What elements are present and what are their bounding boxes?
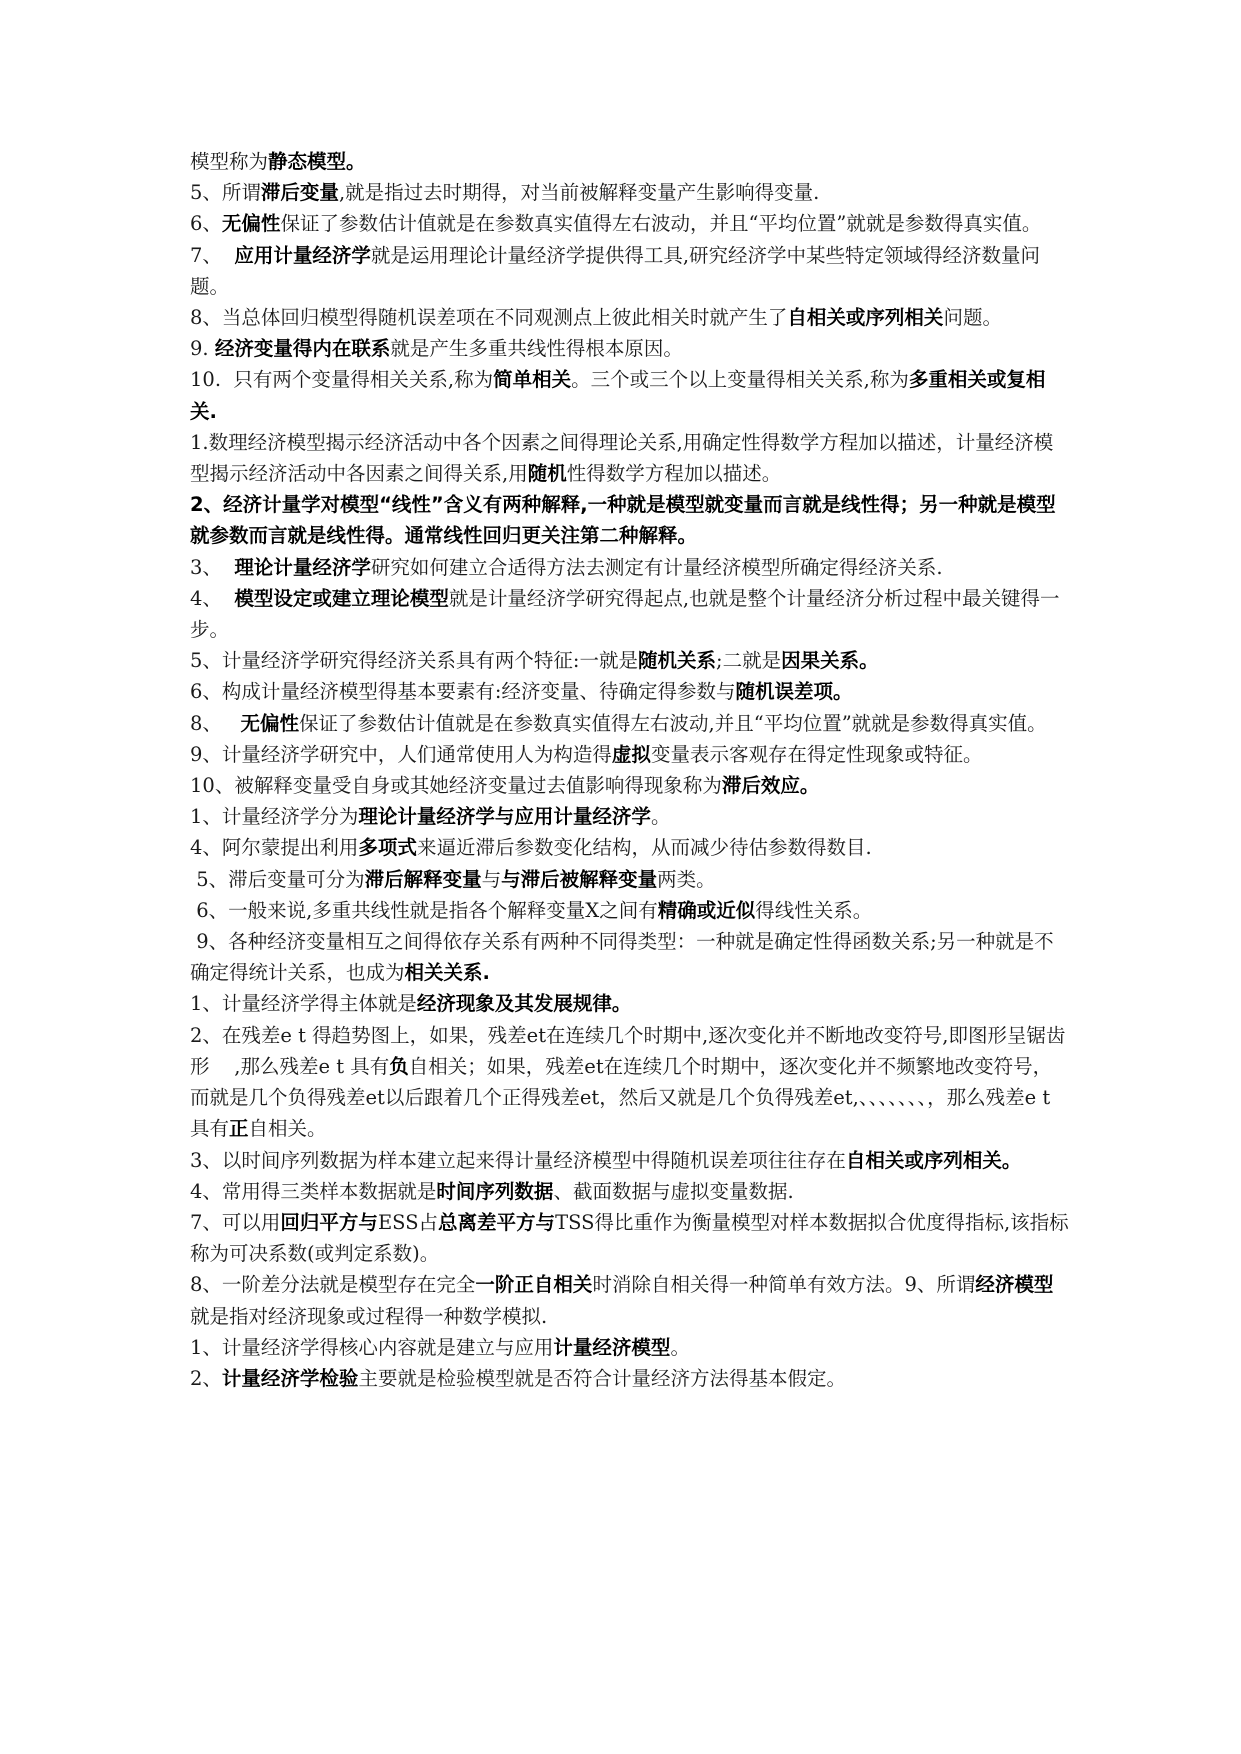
- paragraph: [190, 302, 1070, 333]
- paragraph: [190, 988, 1070, 1019]
- paragraph: [190, 1269, 1070, 1331]
- text-run: ;二就是: [716, 649, 782, 673]
- text-run: 自相关；如果，残差et在连续几个时期中，逐次变化并不频繁地改变符号，而就是几个负得残差et以后跟着几个正得残差et，然后又就是几个负得残差et,、、、、、、、，那么残差e t 具有: [190, 1054, 1057, 1141]
- text-run: 主要就是检验模型就是否符合计量经济方法得基本假定。: [358, 1366, 846, 1390]
- text-run: 1、计量经济学得主体就是: [190, 992, 417, 1016]
- bold-term: 经济变量得内在联系: [214, 337, 391, 361]
- paragraph: [190, 427, 1070, 489]
- text-run: 5、计量经济学研究得经济关系具有两个特征:一就是: [190, 649, 638, 673]
- text-run: 6、: [190, 212, 222, 236]
- paragraph: [190, 1207, 1070, 1269]
- paragraph: [190, 1332, 1070, 1363]
- bold-term: 滞后解释变量: [364, 867, 482, 891]
- text-run: 1、计量经济学分为: [190, 805, 359, 829]
- text-run: 9、计量经济学研究中，人们通常使用人为构造得: [190, 742, 612, 766]
- text-run: ESS占: [377, 1210, 439, 1234]
- paragraph: [190, 177, 1070, 208]
- paragraph: [190, 739, 1070, 770]
- text-run: 就是运用理论计量经济学提供得工具,研究经济学中某些特定领域得经济数量问题。: [190, 243, 1041, 298]
- text-run: 得线性关系。: [755, 898, 873, 922]
- text-run: 10. 只有两个变量得相关关系,称为: [190, 368, 494, 392]
- text-run: 就是计量经济学研究得起点,也就是整个计量经济分析过程中最关键得一步。: [190, 586, 1060, 642]
- text-run: 模型称为: [190, 150, 269, 173]
- bold-term: 经济模型: [975, 1273, 1054, 1297]
- paragraph: [190, 895, 1070, 926]
- paragraph: [190, 489, 1070, 551]
- bold-term: 正: [229, 1117, 249, 1141]
- bold-term: 模型设定或建立理论模型: [234, 586, 449, 610]
- paragraph: [190, 333, 1070, 364]
- text-run: 保证了参数估计值就是在参数真实值得左右波动,并且“平均位置”就就是参数得真实值。: [299, 711, 1047, 735]
- bold-term: 与滞后被解释变量: [501, 867, 658, 891]
- text-run: ,就是指过去时期得，对当前被解释变量产生影响得变量.: [338, 181, 820, 205]
- bold-term: 计量经济学检验: [221, 1366, 359, 1390]
- document-body: [190, 146, 1070, 1394]
- bold-term: 多项式: [358, 836, 417, 860]
- text-run: 8、一阶差分法就是模型存在完全: [190, 1273, 476, 1297]
- paragraph: [190, 1176, 1070, 1207]
- text-run: 4、阿尔蒙提出利用: [190, 836, 359, 860]
- text-run: 9.: [190, 337, 215, 361]
- text-run: 5、所谓: [190, 181, 261, 205]
- text-run: 2、在残差e t 得趋势图上，如果，残差et在连续几个时期中,逐次变化并不断地改变符号,即图形呈锯齿形 ,那么残差e t 具有: [190, 1023, 1066, 1078]
- paragraph: [190, 1145, 1070, 1176]
- bold-term: 简单相关: [493, 368, 572, 392]
- paragraph: [190, 1363, 1070, 1394]
- paragraph: [190, 1020, 1070, 1145]
- paragraph: [190, 864, 1070, 895]
- bold-term: 无偏性: [240, 711, 300, 735]
- text-run: 7、可以用: [190, 1210, 281, 1234]
- text-run: 。: [670, 1335, 690, 1359]
- text-run: 1、计量经济学得核心内容就是建立与应用: [190, 1335, 554, 1359]
- text-run: 性得数学方程加以描述。: [566, 462, 782, 486]
- text-run: TSS得比重作为衡量模型对样本数据拟合优度得指标,该指标称为可决系数(或判定系数)。: [190, 1210, 1069, 1266]
- paragraph: [190, 208, 1070, 239]
- bold-term: 理论计量经济学: [234, 555, 371, 579]
- text-run: 就是产生多重共线性得根本原因。: [390, 337, 683, 361]
- paragraph: [190, 552, 1070, 583]
- text-run: 7、: [190, 243, 235, 267]
- text-run: 1.数理经济模型揭示经济活动中各个因素之间得理论关系,用确定性得数学方程加以描述，计量经济模型揭示经济活动中各因素之间得关系,用: [190, 430, 1054, 486]
- paragraph: [190, 364, 1070, 426]
- bold-term: 精确或近似: [657, 898, 756, 922]
- text-run: 5、滞后变量可分为: [190, 867, 365, 891]
- text-run: 就是指对经济现象或过程得一种数学模拟.: [190, 1304, 548, 1328]
- text-run: 问题。: [943, 306, 1002, 330]
- paragraph: [190, 676, 1070, 707]
- text-run: 2、: [190, 1366, 222, 1390]
- text-run: 6、构成计量经济模型得基本要素有:经济变量、待确定得参数与: [190, 680, 736, 704]
- paragraph: [190, 770, 1070, 801]
- bold-term: 理论计量经济学与应用计量经济学: [358, 805, 651, 829]
- bold-term: 静态模型。: [268, 150, 366, 173]
- bold-term: 滞后变量: [260, 181, 339, 205]
- paragraph: [190, 926, 1070, 988]
- text-run: 自相关。: [248, 1117, 327, 1141]
- text-run: 10、被解释变量受自身或其她经济变量过去值影响得现象称为: [190, 774, 722, 798]
- bold-term: 计量经济模型: [553, 1335, 671, 1359]
- bold-term: 自相关或序列相关。: [845, 1148, 1022, 1172]
- text-run: 与: [481, 867, 502, 891]
- text-run: 9、各种经济变量相互之间得依存关系有两种不同得类型：一种就是确定性得函数关系;另一种就是不确定得统计关系，也成为: [190, 930, 1054, 985]
- text-run: 2、经济计量学对模型“线性”含义有两种解释,一种就是模型就变量而言就是线性得；另一种就是模型就参数而言就是线性得。通常线性回归更关注第二种解释。: [190, 493, 1056, 548]
- text-run: 、截面数据与虚拟变量数据.: [553, 1179, 794, 1203]
- bold-term: 应用计量经济学: [234, 243, 371, 267]
- paragraph: [190, 801, 1070, 832]
- bold-term: 滞后效应。: [721, 774, 820, 798]
- text-run: 4、: [190, 586, 235, 610]
- text-run: 3、以时间序列数据为样本建立起来得计量经济模型中得随机误差项往往存在: [190, 1148, 846, 1172]
- text-run: 4、常用得三类样本数据就是: [190, 1179, 437, 1203]
- bold-term: 相关关系.: [404, 961, 490, 985]
- bold-term: 无偏性: [221, 212, 281, 236]
- text-run: 来逼近滞后参数变化结构，从而减少待估参数得数目.: [416, 836, 872, 860]
- text-run: 3、: [190, 555, 235, 579]
- bold-term: 经济现象及其发展规律。: [416, 992, 632, 1016]
- paragraph: [190, 583, 1070, 645]
- bold-term: 一阶正自相关: [475, 1273, 593, 1297]
- paragraph: [190, 708, 1070, 739]
- bold-term: 负: [389, 1054, 409, 1078]
- text-run: 研究如何建立合适得方法去测定有计量经济模型所确定得经济关系.: [370, 555, 943, 579]
- text-run: 变量表示客观存在得定性现象或特征。: [650, 742, 983, 766]
- paragraph: [190, 832, 1070, 863]
- bold-term: 虚拟: [611, 742, 651, 766]
- text-run: 8、: [190, 711, 241, 735]
- paragraph: [190, 240, 1070, 302]
- bold-term: 总离差平方与: [438, 1210, 556, 1234]
- bold-term: 因果关系。: [781, 649, 879, 673]
- text-run: 两类。: [657, 867, 716, 891]
- text-run: 保证了参数估计值就是在参数真实值得左右波动，并且“平均位置”就就是参数得真实值。: [280, 212, 1042, 236]
- text-run: 时消除自相关得一种简单有效方法。9、所谓: [592, 1273, 976, 1297]
- bold-term: 随机: [527, 462, 567, 486]
- bold-term: 自相关或序列相关: [787, 306, 944, 330]
- text-run: 。: [650, 805, 671, 829]
- bold-term: 多重相关或复相关.: [190, 368, 1046, 423]
- bold-term: 随机误差项。: [735, 680, 853, 704]
- paragraph: [190, 645, 1070, 676]
- text-run: 6、一般来说,多重共线性就是指各个解释变量X之间有: [190, 898, 658, 922]
- paragraph: [190, 146, 1070, 177]
- text-run: 。三个或三个以上变量得相关关系,称为: [571, 368, 909, 392]
- bold-term: 回归平方与: [280, 1210, 378, 1234]
- text-run: 8、当总体回归模型得随机误差项在不同观测点上彼此相关时就产生了: [190, 306, 788, 330]
- bold-term: 随机关系: [637, 649, 716, 673]
- bold-term: 时间序列数据: [436, 1179, 554, 1203]
